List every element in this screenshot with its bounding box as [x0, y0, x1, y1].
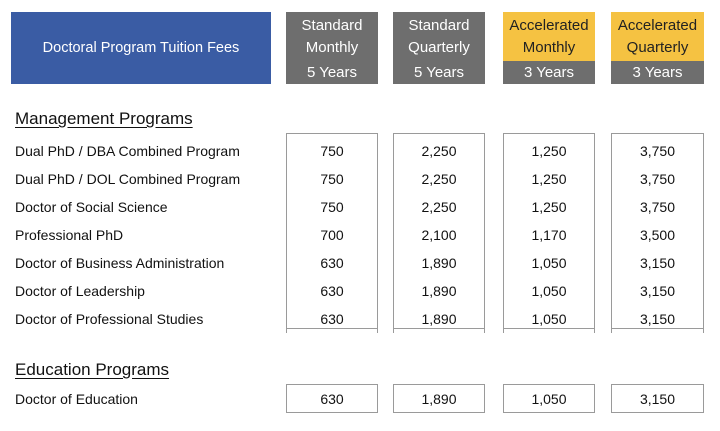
col-head-line2: Quarterly — [626, 38, 689, 56]
col-head-line1: Standard — [408, 16, 470, 34]
fee-cell: 750 — [286, 165, 378, 193]
program-label: Professional PhD — [15, 227, 124, 243]
fee-cell: 2,250 — [393, 193, 485, 221]
fee-cell: 1,050 — [503, 277, 595, 305]
col-head-line2: Monthly — [522, 38, 576, 56]
program-label: Doctor of Business Administration — [15, 255, 225, 271]
col-head-years: 5 Years — [306, 64, 358, 81]
fee-cell: 3,500 — [611, 221, 704, 249]
fee-cell: 3,750 — [611, 137, 704, 165]
program-label: Doctor of Social Science — [15, 199, 168, 215]
fee-cell: 1,890 — [393, 305, 485, 333]
fee-cell: 3,150 — [611, 305, 704, 333]
fee-cell: 1,890 — [393, 385, 485, 413]
fee-cell: 1,890 — [393, 277, 485, 305]
fee-cell: 1,890 — [393, 249, 485, 277]
col-head-line2: Monthly — [305, 38, 359, 56]
fee-cell: 3,750 — [611, 193, 704, 221]
program-label: Doctor of Professional Studies — [15, 311, 204, 327]
col-head-line1: Accelerated — [617, 16, 698, 34]
fee-cell: 3,150 — [611, 277, 704, 305]
fee-cell: 750 — [286, 193, 378, 221]
fee-cell: 1,170 — [503, 221, 595, 249]
col-head-line1: Standard — [301, 16, 363, 34]
fee-cell: 3,150 — [611, 249, 704, 277]
fee-cell: 2,250 — [393, 137, 485, 165]
column-header-accelerated-monthly — [503, 12, 595, 84]
column-header-accelerated-quarterly — [611, 12, 704, 84]
table-title-text: Doctoral Program Tuition Fees — [42, 40, 240, 56]
fee-cell: 700 — [286, 221, 378, 249]
section-title-management: Management Programs — [15, 109, 193, 128]
fee-cell: 1,250 — [503, 137, 595, 165]
fee-cell: 1,050 — [503, 249, 595, 277]
fee-cell: 2,250 — [393, 165, 485, 193]
fee-cell: 750 — [286, 137, 378, 165]
col-head-years: 3 Years — [523, 64, 575, 81]
fee-cell: 1,250 — [503, 193, 595, 221]
col-head-line2: Quarterly — [408, 38, 470, 56]
program-label: Dual PhD / DOL Combined Program — [15, 171, 241, 187]
col-head-years: 5 Years — [413, 64, 465, 81]
col-head-line1: Accelerated — [509, 16, 589, 34]
fee-cell: 630 — [286, 305, 378, 333]
program-label: Doctor of Education — [15, 391, 138, 407]
program-label: Doctor of Leadership — [15, 283, 145, 299]
fee-cell: 630 — [286, 385, 378, 413]
fee-cell: 1,050 — [503, 385, 595, 413]
fee-cell: 3,150 — [611, 385, 704, 413]
fee-cell: 2,100 — [393, 221, 485, 249]
table-title — [11, 12, 271, 84]
fee-cell: 1,250 — [503, 165, 595, 193]
column-header-standard-monthly — [286, 12, 378, 84]
fee-cell: 630 — [286, 277, 378, 305]
section-title-education: Education Programs — [15, 360, 170, 379]
col-head-years: 3 Years — [632, 64, 683, 81]
column-header-standard-quarterly — [393, 12, 485, 84]
fee-cell: 3,750 — [611, 165, 704, 193]
fee-cell: 1,050 — [503, 305, 595, 333]
fee-cell: 630 — [286, 249, 378, 277]
program-label: Dual PhD / DBA Combined Program — [15, 143, 240, 159]
